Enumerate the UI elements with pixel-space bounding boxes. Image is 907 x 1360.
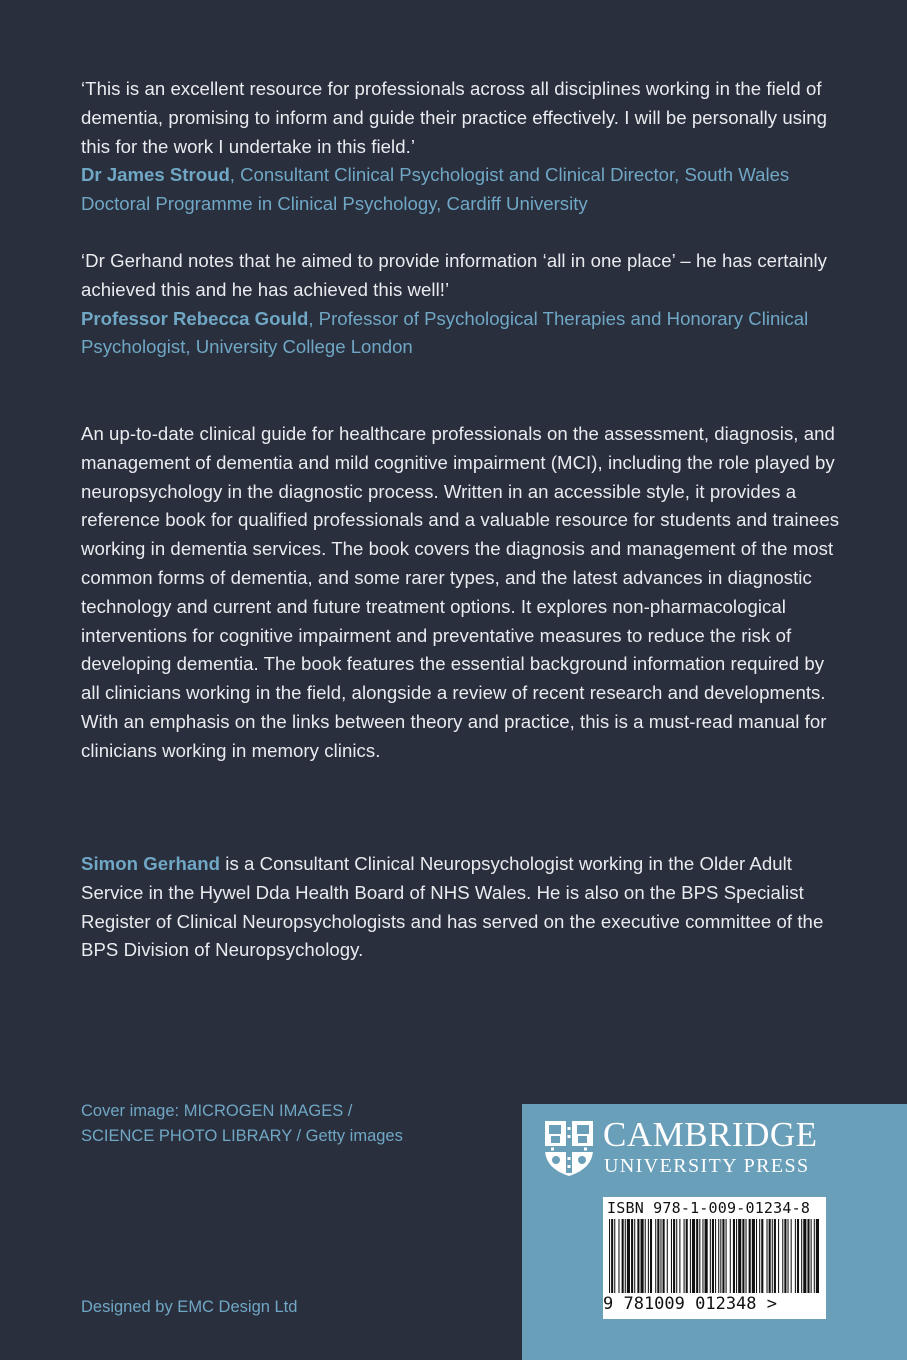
barcode-bar <box>782 1219 783 1293</box>
review-2 <box>81 247 841 362</box>
barcode-bar <box>705 1219 708 1293</box>
cambridge-crest-icon <box>543 1119 595 1177</box>
barcode-bar <box>660 1219 661 1293</box>
barcode-bar <box>637 1219 639 1293</box>
barcode-bar <box>791 1219 792 1293</box>
barcode-bar <box>730 1219 731 1293</box>
review-2-quote: ‘Dr Gerhand notes that he aimed to provide information ‘all in one place’ – he has certainly achieved this and he has achieved this well!’ <box>81 250 828 300</box>
barcode-bar <box>657 1219 659 1293</box>
barcode-bar <box>696 1219 698 1293</box>
review-1 <box>81 75 841 219</box>
isbn-barcode <box>603 1197 826 1319</box>
publisher-panel <box>522 1104 907 1360</box>
barcode-bar <box>761 1219 763 1293</box>
barcode-bar <box>690 1219 691 1293</box>
barcode-bar <box>749 1219 751 1293</box>
publisher-subname: UNIVERSITY PRESS <box>604 1155 810 1177</box>
isbn-label: ISBN 978-1-009-01234-8 <box>607 1199 811 1217</box>
barcode-bar <box>811 1219 812 1293</box>
barcode-bar <box>710 1219 711 1293</box>
review-1-name: Dr James Stroud <box>81 164 230 186</box>
barcode-bar <box>726 1219 727 1293</box>
barcode-bar <box>645 1219 646 1293</box>
barcode-bar <box>650 1219 652 1293</box>
barcode-bar <box>627 1219 630 1293</box>
barcode-bar <box>684 1219 685 1293</box>
book-description: An up-to-date clinical guide for healthcare professionals on the assessment, diagnosis, and management of dementia and mild cognitive impairment (MCI), including the role played by neuropsychology in the diagnostic process. Written in an accessible style, it provides a reference book for qualified professionals and a valuable resource for students and trainees working in dementia services. The book covers the diagnosis and management of the most common forms of dementia, and some rarer types, and the latest advances in diagnostic technology and current and future treatment options. It explores non-pharmacological interventions for cognitive impairment and preventative measures to reduce the risk of developing dementia. The book features the essential background information required by all clinicians working in the field, alongside a review of recent research and developments. With an emphasis on the links between theory and practice, this is a must-read manual for clinicians working in memory clinics. <box>81 423 840 761</box>
barcode-bar <box>686 1219 688 1293</box>
review-2-affiliation: , Professor of Psychological Therapies and Honorary Clinical Psychologist, University College London <box>81 307 809 358</box>
author-bio <box>81 850 841 965</box>
barcode-bar <box>609 1219 610 1293</box>
barcode-bar <box>631 1219 633 1293</box>
barcode-bar <box>641 1219 644 1293</box>
barcode-bar <box>752 1219 755 1293</box>
barcode-bar <box>673 1219 675 1293</box>
barcode-bar <box>816 1219 819 1293</box>
barcode-bar <box>769 1219 771 1293</box>
barcode-bar <box>712 1219 714 1293</box>
barcode-bar <box>797 1219 799 1293</box>
barcode-digits: 9 781009 012348 > <box>603 1294 777 1314</box>
barcode-bar <box>788 1219 789 1293</box>
review-1-affiliation: , Consultant Clinical Psychologist and Clinical Director, South Wales Doctoral Programme in Clinical Psychology, Cardiff University <box>81 164 790 215</box>
barcode-bar <box>692 1219 695 1293</box>
barcode-bar <box>767 1219 768 1293</box>
review-2-name: Professor Rebecca Gould <box>81 307 309 329</box>
barcode-bar <box>807 1219 809 1293</box>
author-bio-text: is a Consultant Clinical Neuropsychologist working in the Older Adult Service in the Hywel Dda Health Board of NHS Wales. He is also on the BPS Specialist Register of Clinical Neuropsychologists and has served on the executive committee of the BPS Division of Neuropsychology. <box>81 853 824 961</box>
author-name: Simon Gerhand <box>81 853 221 874</box>
barcode-bars <box>607 1219 822 1293</box>
barcode-bar <box>718 1219 719 1293</box>
barcode-bar <box>614 1219 615 1293</box>
barcode-bar <box>756 1219 757 1293</box>
barcode-bar <box>655 1219 656 1293</box>
review-2-attribution <box>81 305 841 363</box>
barcode-bar <box>774 1219 776 1293</box>
barcode-bar <box>759 1219 760 1293</box>
cover-image-credit <box>81 1099 403 1149</box>
barcode-bar <box>814 1219 815 1293</box>
barcode-bar <box>742 1219 744 1293</box>
barcode-bar <box>720 1219 721 1293</box>
barcode-bar <box>667 1219 668 1293</box>
barcode-bar <box>722 1219 724 1293</box>
barcode-bar <box>671 1219 672 1293</box>
barcode-bar <box>634 1219 635 1293</box>
barcode-bar <box>736 1219 737 1293</box>
cover-credit-line-1: Cover image: MICROGEN IMAGES / <box>81 1102 353 1120</box>
barcode-bar <box>778 1219 779 1293</box>
design-credit: Designed by EMC Design Ltd <box>81 1298 298 1316</box>
barcode-bar <box>795 1219 796 1293</box>
barcode-bar <box>738 1219 741 1293</box>
barcode-bar <box>618 1219 619 1293</box>
barcode-bar <box>801 1219 802 1293</box>
cover-credit-line-2: SCIENCE PHOTO LIBRARY / Getty images <box>81 1127 403 1145</box>
publisher-name: CAMBRIDGE <box>603 1115 818 1154</box>
barcode-bar <box>622 1219 624 1293</box>
barcode-bar <box>679 1219 680 1293</box>
barcode-bar <box>625 1219 626 1293</box>
barcode-bar <box>784 1219 786 1293</box>
barcode-bar <box>733 1219 735 1293</box>
barcode-bar <box>676 1219 677 1293</box>
barcode-bar <box>803 1219 806 1293</box>
barcode-bar <box>746 1219 747 1293</box>
barcode-bar <box>611 1219 613 1293</box>
barcode-bar <box>648 1219 649 1293</box>
barcode-bar <box>702 1219 703 1293</box>
review-1-quote: ‘This is an excellent resource for professionals across all disciplines working in the field of dementia, promising to inform and guide their practice effectively. I will be personally using this for the work I undertake in this field.’ <box>81 78 828 157</box>
barcode-bar <box>715 1219 716 1293</box>
barcode-bar <box>699 1219 700 1293</box>
barcode-bar <box>663 1219 665 1293</box>
barcode-bar <box>772 1219 773 1293</box>
review-1-attribution <box>81 161 841 219</box>
